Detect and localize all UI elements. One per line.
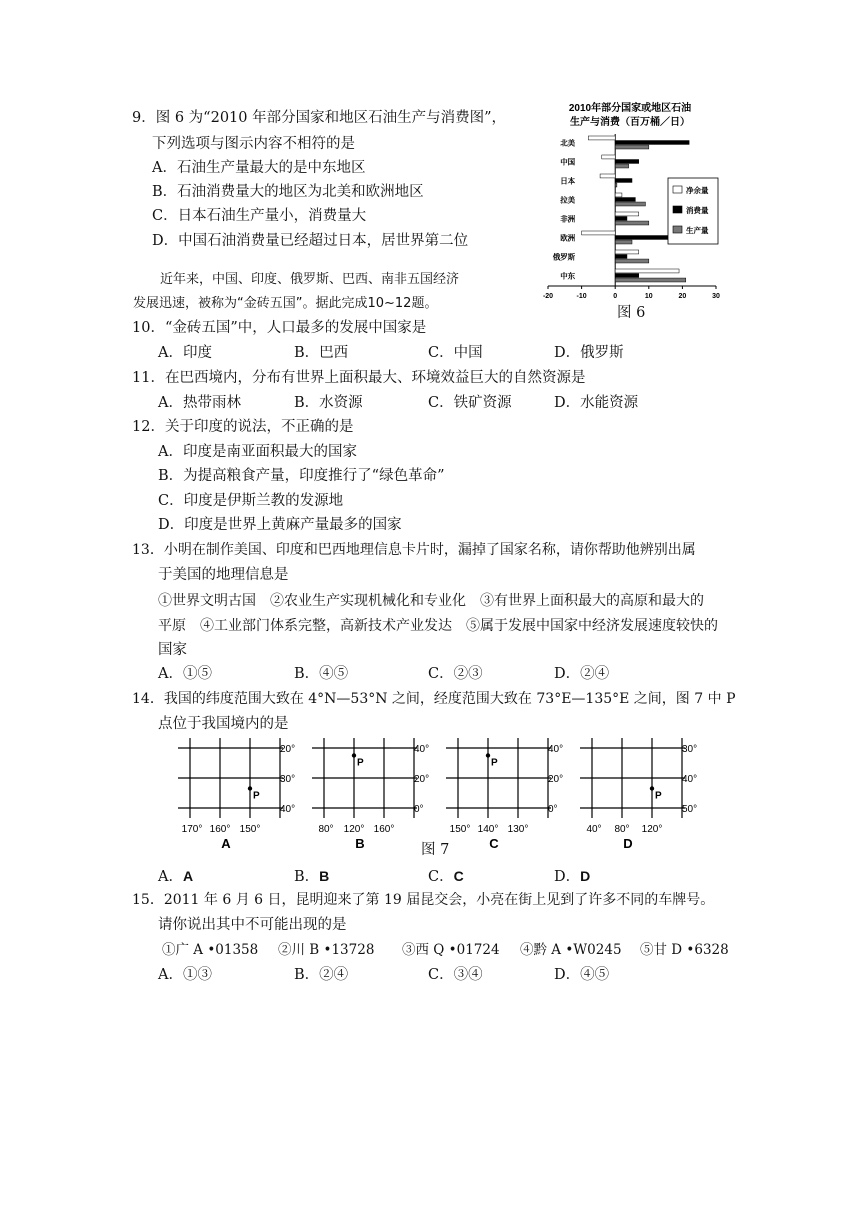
q15-stem-line1: 15．2011 年 6 月 6 日，昆明迎来了第 19 届昆交会，小亮在街上见到了许多不同的车牌号。: [132, 892, 715, 908]
lat-label: 40°: [280, 804, 296, 815]
category-label: 俄罗斯: [552, 252, 576, 262]
q13-stem-line5: 国家: [158, 642, 187, 658]
grid-a: [178, 738, 295, 850]
x-tick-label: -10: [576, 293, 587, 300]
q11-option-a: A．热带雨林: [158, 395, 241, 411]
q12-option-d: D．印度是世界上黄麻产量最多的国家: [158, 517, 402, 533]
lon-label: 140°: [477, 824, 499, 835]
bar: [615, 217, 627, 221]
q11-option-d: D．水能资源: [554, 395, 639, 411]
q9-option-a: A．石油生产量最大的是中东地区: [152, 160, 366, 176]
q9-option-b: B．石油消费量大的地区为北美和欧洲地区: [152, 184, 424, 200]
bar: [615, 269, 679, 273]
q15-plate-5: ⑤甘 D •6328: [640, 942, 729, 958]
q9-option-c: C．日本石油生产量小，消费量大: [152, 208, 367, 224]
lon-label: 150°: [449, 824, 471, 835]
lat-label: 20°: [280, 744, 296, 755]
oil-chart: [538, 96, 738, 304]
lat-label: 30°: [682, 744, 698, 755]
fig6-caption: 图 6: [617, 305, 646, 321]
legend-label: 消费量: [686, 206, 709, 215]
grid-c: [446, 738, 563, 850]
point-p-label: P: [491, 757, 498, 769]
bar: [615, 278, 686, 282]
q15-option-b: B．②④: [294, 967, 349, 983]
q9-option-d: D．中国石油消费量已经超过日本，居世界第二位: [152, 233, 469, 249]
category-label: 欧洲: [560, 233, 576, 243]
grid-d: [580, 738, 697, 850]
category-label: 非洲: [560, 214, 576, 224]
category-label: 中东: [560, 271, 576, 281]
bar: [615, 240, 632, 244]
point-p: [650, 786, 654, 790]
bar: [615, 183, 617, 187]
x-tick-label: 10: [644, 293, 653, 300]
intro-line1: 近年来，中国、印度、俄罗斯、巴西、南非五国经济: [160, 272, 460, 287]
bar: [615, 255, 627, 259]
chart-title: 2010年部分国家或地区石油: [568, 103, 692, 114]
bar: [615, 250, 639, 254]
lon-label: 160°: [209, 824, 231, 835]
category-label: 拉美: [560, 195, 576, 205]
point-p: [352, 753, 356, 757]
q10-stem: 10．“金砖五国”中，人口最多的发展中国家是: [132, 320, 427, 336]
lat-label: 30°: [280, 774, 296, 785]
legend-swatch: [673, 206, 682, 213]
bar: [615, 179, 632, 183]
lon-label: 160°: [373, 824, 395, 835]
lat-label: 0°: [548, 804, 558, 815]
q13-option-c: C．②③: [428, 666, 483, 682]
q12-option-b: B．为提高粮食产量，印度推行了“绿色革命”: [158, 468, 445, 484]
bar: [615, 259, 649, 263]
lat-label: 50°: [682, 804, 698, 815]
grid-b: [312, 738, 429, 850]
point-p: [248, 786, 252, 790]
q15-plate-1: ①广 A •01358: [162, 942, 259, 958]
q10-option-a: A．印度: [158, 345, 212, 361]
lon-label: 130°: [507, 824, 529, 835]
lat-label: 0°: [414, 804, 424, 815]
lon-label: 170°: [181, 824, 203, 835]
legend-swatch: [673, 186, 682, 193]
grid-letter: C: [489, 836, 499, 850]
category-label: 日本: [560, 176, 576, 186]
q11-option-c: C．铁矿资源: [428, 395, 512, 411]
bar: [615, 198, 635, 202]
q14-option-d: D．D: [554, 868, 591, 885]
q15-option-c: C．③④: [428, 967, 483, 983]
bar: [615, 164, 628, 168]
q15-option-d: D．④⑤: [554, 967, 610, 983]
chart-subtitle: 生产与消费（百万桶／日）: [570, 117, 690, 128]
bar: [600, 174, 615, 178]
lon-label: 40°: [586, 824, 602, 835]
q9-stem-line2: 下列选项与图示内容不相符的是: [152, 136, 355, 152]
lon-label: 80°: [318, 824, 334, 835]
category-label: 中国: [560, 157, 576, 167]
bar: [582, 231, 616, 235]
q15-plate-4: ④黔 A •W0245: [520, 942, 622, 958]
point-p-label: P: [655, 790, 662, 802]
x-tick-label: 0: [613, 293, 618, 300]
q10-option-d: D．俄罗斯: [554, 345, 624, 361]
grid-letter: A: [221, 836, 231, 850]
lat-label: 40°: [682, 774, 698, 785]
bar: [615, 141, 689, 145]
q13-stem-line3: ①世界文明古国 ②农业生产实现机械化和专业化 ③有世界上面积最大的高原和最大的: [158, 593, 704, 609]
lon-label: 120°: [343, 824, 365, 835]
q14-option-a: A．A: [158, 868, 194, 885]
bar: [615, 212, 639, 216]
grid-letter: B: [355, 836, 365, 850]
q14-option-c: C．C: [428, 868, 464, 885]
q12-option-c: C．印度是伊斯兰教的发源地: [158, 493, 344, 509]
bar: [602, 155, 615, 159]
lat-label: 20°: [548, 774, 564, 785]
q15-option-a: A．①③: [158, 967, 212, 983]
q15-stem-line2: 请你说出其中不可能出现的是: [158, 917, 347, 933]
q13-option-b: B．④⑤: [294, 666, 349, 682]
point-p: [486, 753, 490, 757]
q10-option-c: C．中国: [428, 345, 483, 361]
bar: [615, 202, 645, 206]
lat-label: 20°: [414, 774, 430, 785]
q11-stem: 11．在巴西境内，分布有世界上面积最大、环境效益巨大的自然资源是: [132, 370, 586, 386]
q13-stem-line4: 平原 ④工业部门体系完整，高新技术产业发达 ⑤属于发展中国家中经济发展速度较快的: [158, 618, 718, 634]
legend-swatch: [673, 226, 682, 233]
legend-label: 生产量: [686, 226, 709, 235]
bar: [615, 221, 649, 225]
q15-plate-3: ③西 Q •01724: [402, 942, 500, 958]
q14-stem-line1: 14．我国的纬度范围大致在 4°N—53°N 之间，经度范围大致在 73°E—135°E 之间，图 7 中 P: [132, 691, 736, 707]
x-tick-label: 30: [712, 293, 720, 300]
x-tick-label: 20: [678, 293, 687, 300]
lon-label: 120°: [641, 824, 663, 835]
lon-label: 80°: [614, 824, 630, 835]
bar: [615, 274, 639, 278]
q11-option-b: B．水资源: [294, 395, 363, 411]
intro-line2: 发展迅速，被称为“金砖五国”。据此完成10~12题。: [133, 296, 438, 311]
category-label: 北美: [560, 138, 576, 148]
q14-option-b: B．B: [294, 868, 330, 885]
point-p-label: P: [253, 790, 260, 802]
bar: [615, 160, 639, 164]
bar: [615, 145, 649, 149]
q9-stem-line1: 9．图 6 为“2010 年部分国家和地区石油生产与消费图”，: [132, 110, 507, 126]
q12-option-a: A．印度是南亚面积最大的国家: [158, 444, 357, 460]
x-tick-label: -20: [542, 293, 554, 300]
q13-stem-line2: 于美国的地理信息是: [158, 567, 289, 583]
fig7-caption: 图 7: [421, 842, 450, 858]
bar: [615, 193, 622, 197]
lat-lon-grids: [170, 734, 730, 850]
q14-stem-line2: 点位于我国境内的是: [158, 716, 289, 732]
grid-letter: D: [623, 836, 633, 850]
lat-label: 40°: [548, 744, 564, 755]
q13-option-d: D．②④: [554, 666, 610, 682]
lat-label: 40°: [414, 744, 430, 755]
q13-option-a: A．①⑤: [158, 666, 212, 682]
q10-option-b: B．巴西: [294, 345, 349, 361]
q12-stem: 12．关于印度的说法，不正确的是: [132, 419, 354, 435]
point-p-label: P: [357, 757, 364, 769]
q13-stem-line1: 13．小明在制作美国、印度和巴西地理信息卡片时，漏掉了国家名称，请你帮助他辨别出属: [132, 542, 696, 558]
bar: [588, 136, 615, 140]
lon-label: 150°: [239, 824, 261, 835]
q15-plate-2: ②川 B •13728: [278, 942, 375, 958]
legend-label: 净余量: [686, 186, 709, 195]
